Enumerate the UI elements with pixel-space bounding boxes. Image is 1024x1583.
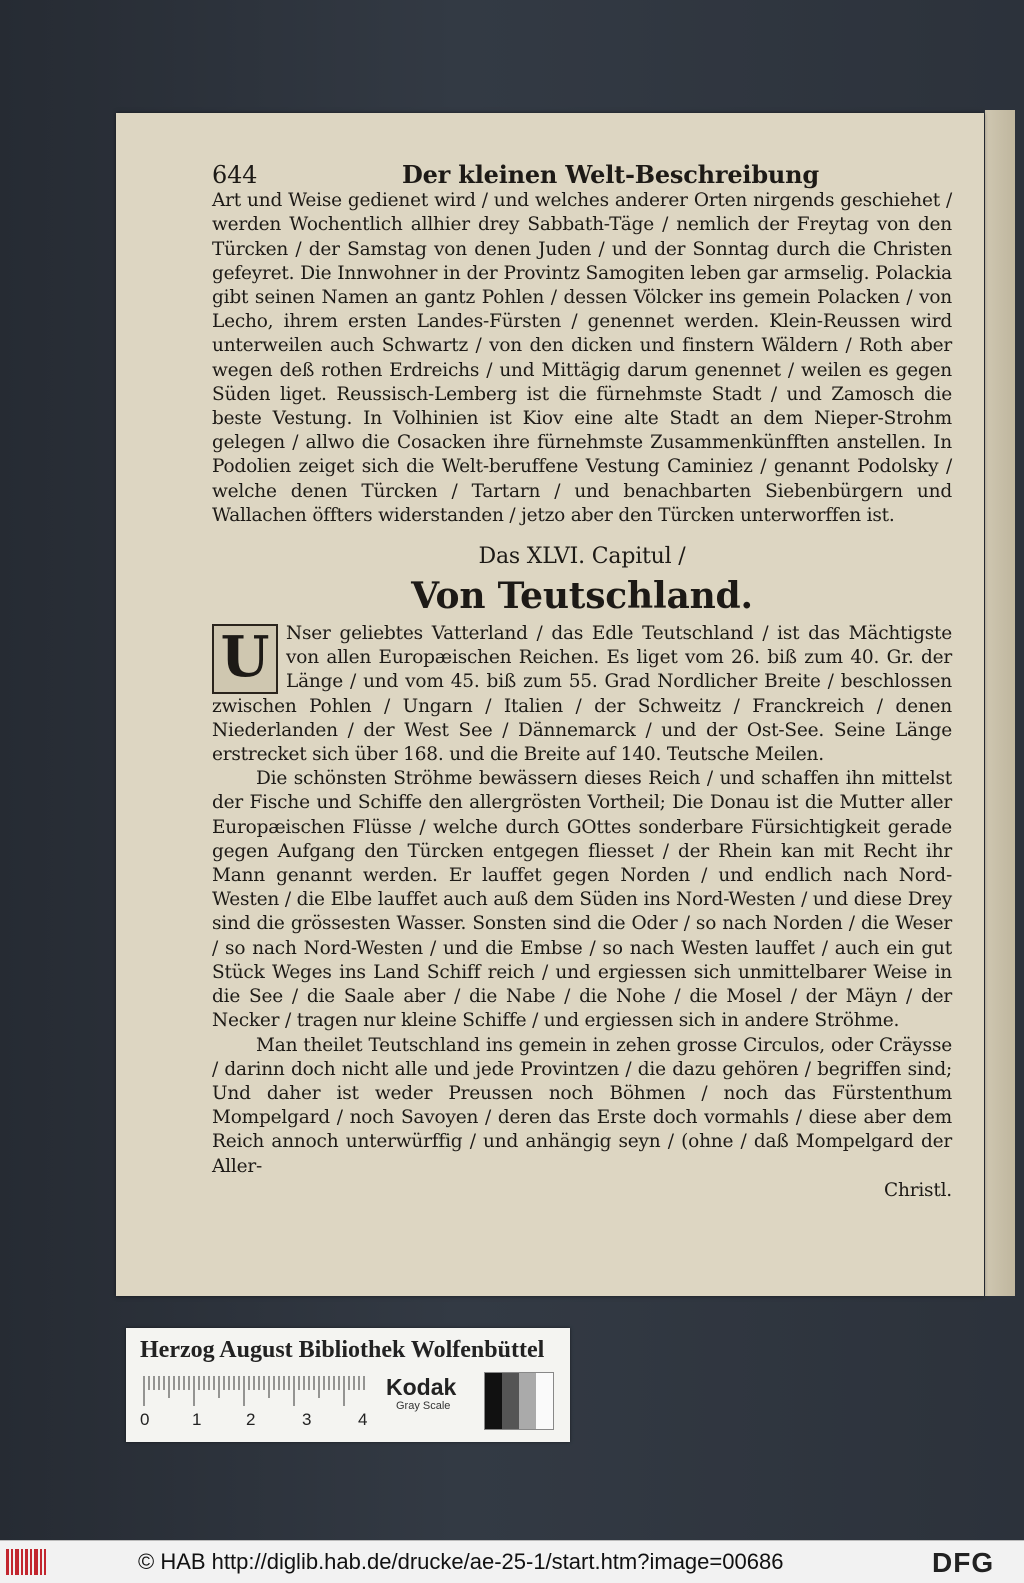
text-block-previous-chapter bbox=[212, 189, 952, 528]
paragraph-1 bbox=[212, 622, 952, 767]
page-number: 644 bbox=[212, 161, 258, 189]
copyright-url-link[interactable]: © HAB http://diglib.hab.de/drucke/ae-25-1/start.htm?image=00686 bbox=[138, 1549, 784, 1574]
gray-scale-patches bbox=[484, 1372, 554, 1430]
paragraph-3: Man theilet Teutschland ins gemein in zehen grosse Circulos, oder Cräysse / darinn doch nicht alle und jede Provintzen / die dazu gehören / begriffen sind; Und daher ist weder Preussen noch Böhmen / noch das Fürstenthum Mompelgard / noch Savoyen / deren das Erste doch vormahls / diese aber dem Reich annoch unterwürffig / und anhängig seyn / (ohne / daß Mompelgard der Aller- bbox=[212, 1034, 952, 1177]
chapter-title: Von Teutschland. bbox=[411, 575, 753, 618]
paragraph-continuation: Art und Weise gedienet wird / und welches anderer Orten nirgends geschiehet / werden Wochentlich allhier drey Sabbath-Täge / nemlich der Freytag von den Türcken / der Samstag von denen Juden / und der Sonntag durch die Christen gefeyret. Die Innwohner in der Provintz Samogiten leben gar armselig. Polackia gibt seinen Namen an gantz Pohlen / dessen Völcker ins gemein Polacken / von Lecho, ihrem ersten Landes-Fürsten / genennet werden. Klein-Reussen wird unterweilen auch Schwartz / von den dicken und finstern Wäldern / Roth aber wegen deß rothen Erdreichs / und Mittägig darum genennet / weilen es gegen Süden liget. Reussisch-Lemberg ist die fürnehmste Stadt / und Zamosch die beste Vestung. In Volhinien ist Kiov eine alte Stadt an dem Nieper-Strohm gelegen / allwo die Cosacken ihre fürnehmste Zusammenkünfften anstellen. In Podolien zeiget sich die Welt-beruffene Vestung Caminiez / genannt Podolsky / welche denen Türcken / Tartarn / und benachbarten Siebenbürgern und Wallachen öffters widerstanden / jetzo aber den Türcken unterworffen ist. bbox=[212, 190, 952, 526]
page-header bbox=[212, 160, 952, 189]
ruler-number: 3 bbox=[302, 1410, 312, 1429]
paragraph-1-text: Nser geliebtes Vatterland / das Edle Teutschland / ist das Mächtigste von allen Europæischen Reichen. Es liget vom 26. biß zum 40. Gr. der Länge / und vom 45. biß zum 55. Grad Nordlicher Breite / beschlossen zwischen Pohlen / Ungarn / Italien / der Schweitz / Franckreich / denen Niederlanden / der West See / Dännemarck / und der Ost-See. Seine Länge erstrecket sich über 168. und die Breite auf 140. Teutsche Meilen. bbox=[212, 623, 952, 766]
book-page bbox=[116, 113, 984, 1296]
hab-barcode-icon bbox=[6, 1549, 46, 1575]
catchword: Christl. bbox=[884, 1179, 952, 1201]
footer-bar bbox=[0, 1540, 1024, 1583]
ruler-number: 0 bbox=[140, 1410, 150, 1429]
adjacent-page-edge bbox=[985, 110, 1015, 1296]
text-block-chapter bbox=[212, 622, 952, 1203]
scale-ruler bbox=[142, 1376, 372, 1410]
library-name: Herzog August Bibliothek Wolfenbüttel bbox=[140, 1337, 545, 1363]
drop-initial: U bbox=[212, 624, 278, 694]
dfg-logo: DFG bbox=[932, 1547, 995, 1578]
paragraph-2: Die schönsten Ströhme bewässern dieses Reich / und schaffen ihn mittelst der Fische und Schiffe den allergrösten Vortheil; Die Donau ist die Mutter aller Europæischen Flüsse / welche durch GOttes sonderbare Fürsichtigkeit gerade gegen Aufgang den Türcken entgegen fliesset / der Rhein kan mit Recht ihr Mann genannt werden. Er lauffet gegen Norden / und endlich nach Nord-Westen / die Elbe lauffet auch auß dem Süden ins Nord-Westen / und diese Drey sind die grössesten Wasser. Sonsten sind die Oder / so nach Norden / die Weser / so nach Nord-Westen / und die Embse / so nach Westen lauffet / auch ein gut Stück Weges ins Land Schiff reich / und ergiessen sich unmittelbarer Weise in die See / die Saale aber / die Nabe / die Nohe / die Mosel / der Mäyn / der Necker / tragen nur kleine Schiffe / und ergiessen sich in andere Ströhme. bbox=[212, 768, 952, 1032]
gray-scale-label: Gray Scale bbox=[396, 1400, 451, 1412]
ruler-number: 1 bbox=[192, 1410, 202, 1429]
page-content bbox=[212, 160, 952, 1203]
ruler-number: 4 bbox=[358, 1410, 368, 1429]
chapter-heading: Das XLVI. Capitul / bbox=[478, 544, 686, 570]
ruler-number: 2 bbox=[246, 1410, 256, 1429]
color-target-card bbox=[126, 1328, 570, 1442]
kodak-logo: Kodak bbox=[386, 1374, 457, 1400]
running-title: Der kleinen Welt-Beschreibung bbox=[402, 160, 819, 189]
